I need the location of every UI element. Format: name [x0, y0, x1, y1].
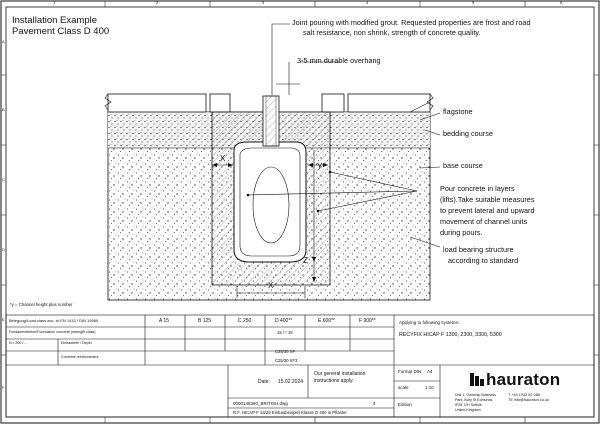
company-email: TE info@hauraton.co.uk [508, 398, 550, 402]
row3-value: C25/30 XF3 [275, 358, 298, 363]
frame-col-4: 4 [366, 0, 369, 5]
company-address-line2: Park, Bury St Edmunds [455, 398, 493, 402]
pour-note-line4: movement of channel units [440, 217, 528, 226]
drawing-number: 0000148360_BRITISH.dwg [233, 401, 288, 406]
pour-note-line2: (lifts).Take suitable measures [440, 195, 535, 204]
frame-row-f: F [2, 385, 5, 390]
load-class-e600: E 600** [318, 318, 335, 324]
load-class-d400: D 400** [275, 318, 293, 324]
row1-label: Fundamentbeton/Foundation concrete (strength class) [9, 330, 96, 334]
dimension-x2-label: X [268, 281, 274, 290]
scale-value: 1:10 [425, 385, 434, 390]
row3-label: Concrete reinforcement [61, 355, 99, 359]
row2-label-a: N x 200 / ... [9, 341, 28, 345]
load-note-line1: load bearing structure [443, 245, 514, 254]
load-class-c250: C 250 [238, 318, 252, 324]
date-value: 15.02.2024 [278, 379, 304, 385]
pour-note-line1: Pour concrete in layers [440, 184, 515, 193]
frame-row-b: B [2, 107, 5, 112]
frame-col-1: 1 [53, 0, 56, 5]
applying-label: Applying to following systems: [399, 320, 460, 325]
row1-value: 15 / * 15 [277, 330, 293, 335]
systems-list: RECYFIX HICAP F 1300, 2300, 3300, 5300 [399, 332, 502, 338]
pour-note-line5: during pours. [440, 228, 483, 237]
grout-note-line2: salt resistance, non shrink, strength of concrete quality. [303, 28, 481, 37]
format-label: Format DIN [398, 369, 422, 374]
date-label: Date: [258, 379, 270, 385]
company-address-line4: United Kingdom [455, 408, 481, 412]
drawing-title [12, 15, 109, 37]
logo-text: hauraton [486, 370, 561, 389]
drawing-title-line1: Installation Example [12, 15, 98, 26]
load-note-line2: according to standard [448, 256, 519, 265]
instructions-line1: Our general installation [314, 371, 366, 377]
company-address-line3: IP28 7JH Suffolk [455, 403, 482, 407]
hauraton-logo [470, 370, 560, 390]
company-address-line1: Unit 1, Ownship Business [455, 393, 496, 397]
table-head-label: Belegung/Load class acc. to EN 1433 / DIN 19580 [9, 318, 99, 323]
frame-col-3: 3 [262, 0, 265, 5]
hauraton-logo-icon [470, 373, 484, 386]
frame-col-5: 5 [472, 0, 475, 5]
row2-value: C25/30 XF [275, 349, 296, 354]
drawing-title-line2: Pavement Class D 400 [12, 26, 110, 37]
scale-label: scale [398, 385, 409, 390]
base-course-label: base course [443, 161, 483, 170]
frame-row-c: C [2, 177, 5, 182]
flagstone-label: flagstone [443, 107, 473, 116]
load-class-f900: F 900** [359, 318, 376, 324]
frame-row-d: D [2, 247, 5, 252]
dimension-x-label: X [220, 154, 226, 163]
instructions-line2: instructions apply. [314, 378, 354, 384]
dimension-y-label: Y [317, 162, 323, 171]
footnote: *y = Channel height plus number [10, 302, 73, 307]
load-class-b125: B 125 [198, 318, 212, 324]
edition-label: Edition [398, 402, 412, 407]
pour-note-line3: to prevent lateral and upward [440, 206, 535, 215]
sheet-number: 4 [373, 401, 376, 406]
frame-col-2: 2 [156, 0, 159, 5]
row2-label-b: Einbautiefe / Depth [61, 341, 92, 345]
grout-note-line1: Joint pouring with modified grout. Requested properties are frost and road [292, 18, 531, 27]
frame-row-a: A [2, 39, 5, 44]
frame-col-6: 6 [560, 0, 563, 5]
bedding-course-label: bedding course [443, 129, 493, 138]
load-class-a15: A 15 [159, 318, 170, 324]
drawing-description: R.F. HICAP F 13/26 Einbaubeispiel Klasse D 400 in Pflaster [233, 410, 347, 415]
format-value: A4 [427, 369, 433, 374]
dimension-z-label: Z [303, 256, 308, 265]
frame-row-e: E [2, 317, 5, 322]
overhang-note: 3-5 mm durable overhang [297, 56, 381, 65]
company-phone: T +44 1932 52 088 [508, 393, 540, 397]
